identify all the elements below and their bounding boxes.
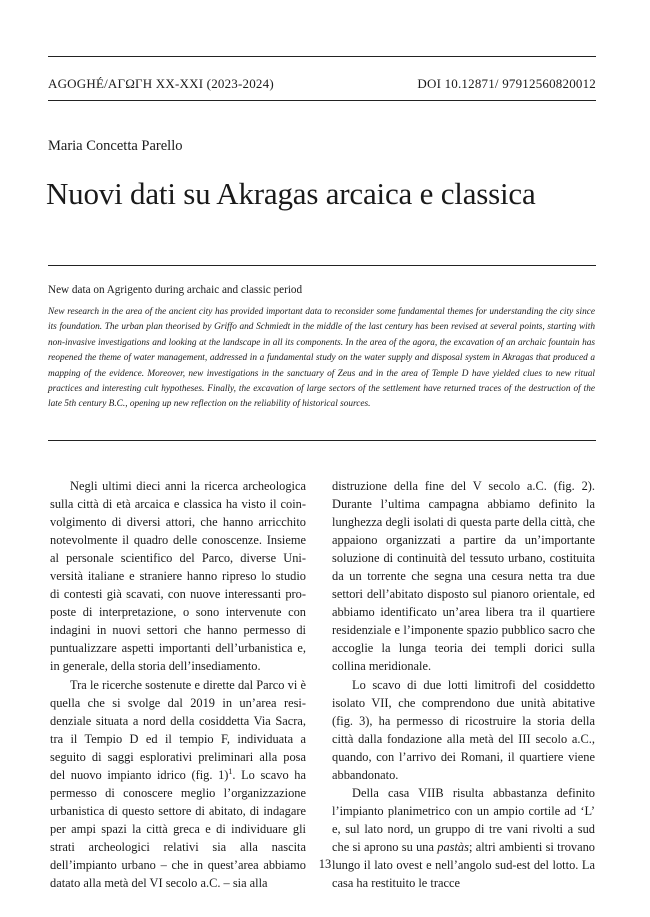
paragraph-text: Della casa VIIB risulta abbastanza definito l’impianto planimetrico con un ampio cortile ad ‘L’ e, sul lato nord, un gruppo di tre vani rivolti a sud che si aprono su una [332,785,595,854]
paragraph-text: . Lo scavo ha permesso di conoscere meglio l’organizzazione urbanistica di questo settore di abitato, di indagare per ampi spazi la città greca e di individuare gli strati archeologici relativi sia alla nascita dell’impianto urbano – che in quest’area abbiamo datato alla metà del VI secolo a.C. – sia alla [50,767,306,891]
abstract-top-rule [48,265,596,266]
body-column-left [50,477,306,892]
paragraph: Negli ultimi dieci anni la ricerca archeologica sulla città di età arcaica e classica ha visto il coinvolgimento di diversi attori, che hanno arricchito notevolmente il quadro delle conoscenze. Insieme al personale scientifico del Parco, diverse Università italiane e straniere hanno ripreso lo studio di contesti già scavati, con nuove interessanti proposte di interpretazione, o sono intervenute con indagini in nuovi settori che hanno permesso di puntualizzare aspetti importanti dell’urbanistica e, in generale, della storia dell’insediamento. [50,479,306,674]
footnote-reference[interactable]: 1 [228,766,233,776]
header-rule [48,100,596,101]
english-title: New data on Agrigento during archaic and classic period [48,284,303,296]
paragraph: Lo scavo di due lotti limitrofi del cosiddetto isolato VII, che comprendono due unità abitative (fig. 3), ha permesso di ricostruire la storia della città dalla fondazione alla metà del III secolo a.C., quando, con l’arrivo dei Romani, il quartiere viene abbandonato. [332,677,595,782]
paragraph-text: Tra le ricerche sostenute e dirette dal Parco vi è quella che si svolge dal 2019 in un’area residenziale situata a nord della cosiddetta Via Sacra, tra il Tempio D ed il tempio F, individuata a seguito di saggi esplorativi preliminari alla posa del nuovo impianto idrico (fig. 1) [50,677,306,782]
paragraph-text: ; altri ambienti si trovano lungo il lato ovest e nell’angolo sud-est del lotto. La casa ha restituito le tracce [332,839,596,891]
paragraph-italic-term: pastàs [437,839,469,854]
top-rule [48,56,596,57]
paragraph: distruzione della fine del V secolo a.C. (fig. 2). Durante l’ultima campagna abbiamo definito la lunghezza degli isolati di questa parte della città, che appaiono organizzati a partire da un’importante soluzione di continuità del tessuto urbano, costituita da un torrente che segna una cesura netta tra due settori dell’abitato disposto sul pianoro orientale, ed abbiamo identificato un’area libera tra il quartiere residenziale e l’imponente spazio pubblico sacro che accoglie la lunga teoria dei templi dorici sulla collina meridionale. [332,479,595,674]
author-name: Maria Concetta Parello [48,138,183,154]
page-number: 13 [318,857,332,871]
abstract: New research in the area of the ancient city has provided important data to reconsider some fundamental themes for understanding the city since its foundation. The urban plan theorised by Griffo and Schmiedt in the middle of the last century has been revised at several points, starting with non-invasive investigations and looking at the landscape in all its components. In the area of the agora, the excavation of an archaic fountain has reopened the theme of water management, addressed in a fundamental study on the water supply and disposal system in Akragas that produced a mapping of the evidence. Moreover, new investigations in the sanctuary of Zeus and in the area of Temple D have yielded clues to new ritual practices and interesting cult hypotheses. Finally, the excavation of large sectors of the settlement have returned traces of the destruction of the late 5th century B.C., opening up new reflection on the reliability of historical sources. [48,307,595,410]
body-column-right [332,477,595,892]
article-title: Nuovi dati su Akragas arcaica e classica [46,176,536,211]
journal-header: AGOGHÉ/ΑΓΩΓΗ XX-XXI (2023-2024) [48,76,274,91]
abstract-bottom-rule [48,440,596,441]
doi-header: DOI 10.12871/ 97912560820012 [417,76,596,91]
paragraph [332,784,595,892]
